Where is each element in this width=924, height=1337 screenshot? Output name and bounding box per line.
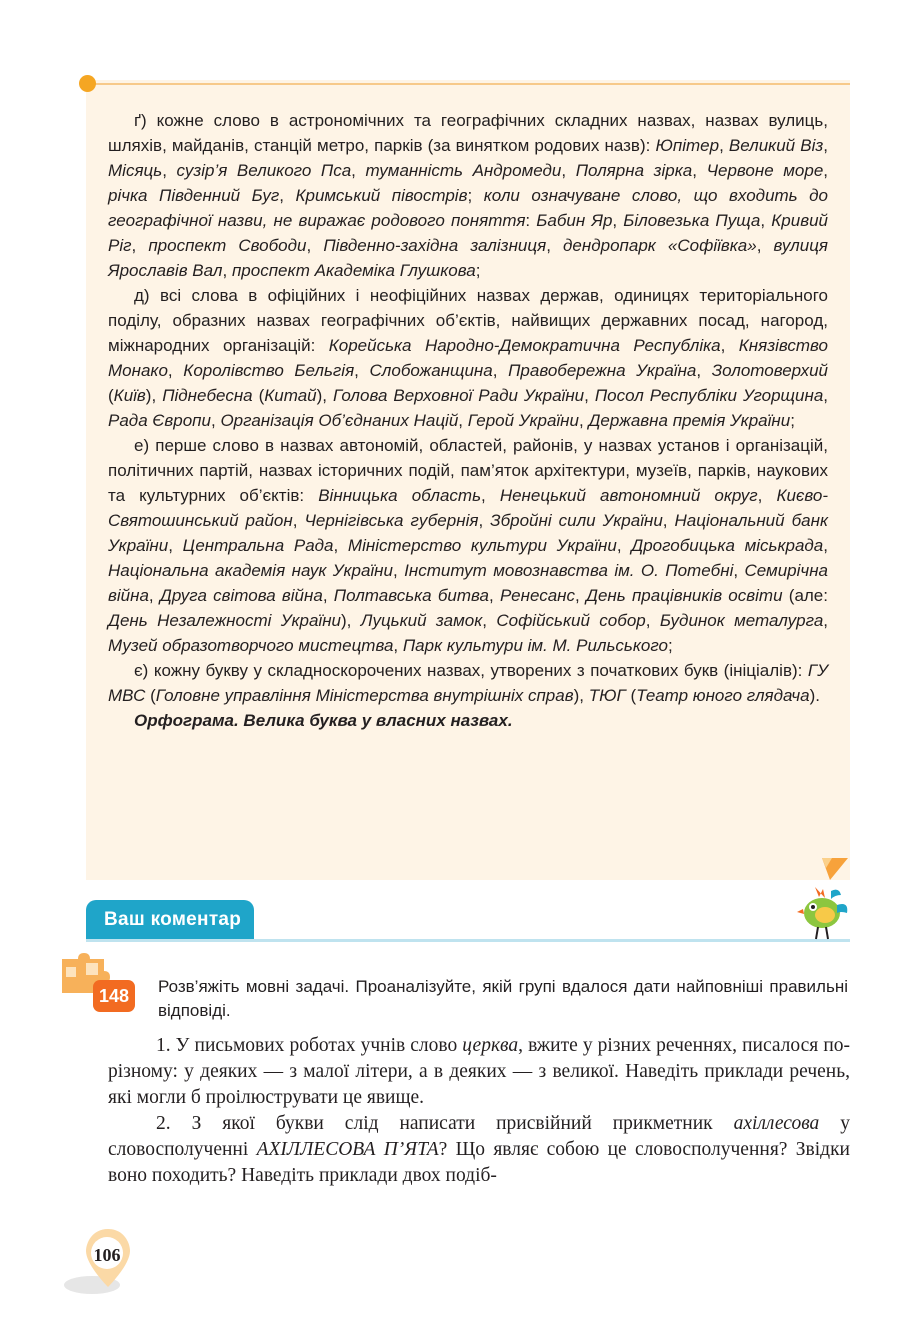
exercise-task-2: 2. З якої букви слід написати присвійний прикметник ахіллесова у словосполученні АХІЛЛЕСОВА П’ЯТА? Що являє собою це словосполучення? Звідки воно походить? Наведіть приклади двох подіб-	[108, 1113, 850, 1186]
rule-top-line	[88, 83, 850, 85]
flag-icon	[820, 856, 850, 882]
rule-conclusion: Орфограма. Велика буква у власних назвах.	[134, 711, 513, 730]
rule-dot-icon	[79, 75, 96, 92]
exercise-instruction: Розв’яжіть мовні задачі. Проаналізуйте, якій групі вдалося дати найповніші правильні відповіді.	[158, 977, 848, 1020]
rule-item-g: ґ) кожне слово в астрономічних та географічних складних назвах, назвах вулиць, шляхів, майданів, станцій метро, парків (за винятком родових назв): Юпітер, Великий Віз, Місяць, сузір’я Великого Пса, туманність Андромеди, Полярна зірка, Червоне море, річка Південний Буг, Кримський півострів; коли означуване слово, що входить до географічної назви, не виражає родового поняття: Бабин Яр, Біловезька Пуща, Кривий Ріг, проспект Свободи, Південно-західна залізниця, дендропарк «Софіївка», вулиця Ярославів Вал, проспект Академіка Глушкова;	[108, 111, 829, 280]
comment-title: Ваш коментар	[104, 909, 242, 930]
rule-item-d: д) всі слова в офіційних і неофіційних назвах держав, одиницях територіального поділу, образних назвах географічних об’єктів, найвищих державних посад, нагород, міжнародних організацій: Корейська Народно-Демократична Республіка, Князівство Монако, Королівство Бельгія, Слобожанщина, Правобережна Україна, Золотоверхий (Київ), Піднебесна (Китай), Голова Верховної Ради України, Посол Республіки Угорщина, Рада Європи, Організація Об’єднаних Націй, Герой України, Державна премія України;	[108, 286, 829, 430]
rule-text	[108, 108, 828, 733]
exercise-body	[108, 1033, 850, 1189]
exercise-task-1: 1. У письмових роботах учнів слово церква, вжите у різних реченнях, писалося по-різному: у деяких — з малої літери, а в деяких — з великої. Наведіть приклади речень, які могли б проілюструвати це явище.	[108, 1035, 850, 1108]
comment-divider	[86, 939, 850, 942]
exercise-number-badge: 148	[93, 980, 135, 1012]
bird-icon	[795, 883, 851, 943]
page-number: 106	[93, 1245, 121, 1265]
rule-item-ye: є) кожну букву у складноскорочених назвах, утворених з початкових букв (ініціалів): ГУ МВС (Головне управління Міністерства внутрішніх справ), ТЮГ (Театр юного глядача).	[108, 661, 828, 705]
rule-item-e: е) перше слово в назвах автономій, областей, районів, у назвах установ і організацій, політичних партій, назвах історичних подій, пам’яток архітектури, музеїв, парків, наукових та культурних об’єктів: Вінницька область, Ненецький автономний округ, Києво-Святошинський район, Чернігівська губернія, Збройні сили України, Національний банк України, Центральна Рада, Міністерство культури України, Дрогобицька міськрада, Національна академія наук України, Інститут мовознавства ім. О. Потебні, Семирічна війна, Друга світова війна, Полтавська битва, Ренесанс, День працівників освіти (але: День Незалежності України), Луцький замок, Софійський собор, Будинок металурга, Музей образотворчого мистецтва, Парк культури ім. М. Рильського;	[108, 436, 829, 655]
